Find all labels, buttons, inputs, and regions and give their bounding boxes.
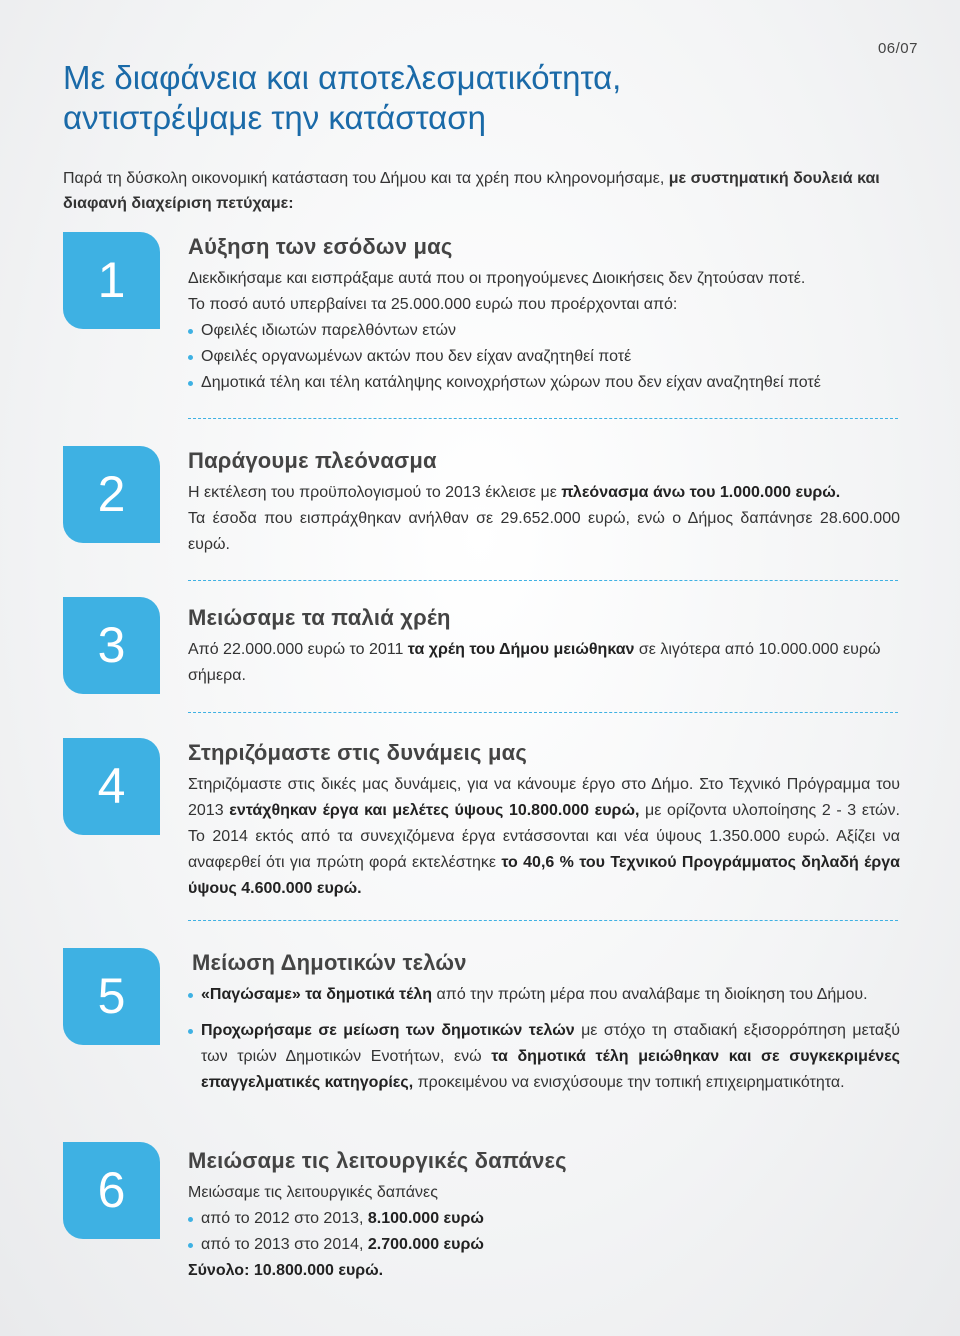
section-content (188, 232, 900, 396)
section-text: Τα έσοδα που εισπράχθηκαν ανήλθαν σε 29.652.000 ευρώ, ενώ ο Δήμος δαπάνησε 28.600.000 ευρώ. (188, 510, 900, 553)
section-text: Το ποσό αυτό υπερβαίνει τα 25.000.000 ευρώ που προέρχονται από: (188, 296, 678, 313)
text-run: από την πρώτη μέρα που αναλάβαμε τη διοίκηση του Δήμου. (432, 986, 868, 1003)
bullet-item: Οφειλές οργανωμένων ακτών που δεν είχαν αναζητηθεί ποτέ (188, 344, 900, 370)
section-content (188, 603, 900, 689)
section-heading: Αύξηση των εσόδων μας (188, 234, 453, 259)
section-number-badge: 3 (63, 597, 160, 694)
bullet-item (188, 982, 900, 1008)
section-divider (188, 920, 898, 921)
title-line-2: αντιστρέψαμε την κατάσταση (63, 99, 486, 136)
intro-text: Παρά τη δύσκολη οικονομική κατάσταση του Δήμου και τα χρέη που κληρονομήσαμε, (63, 170, 669, 187)
text-bold: εντάχθηκαν έργα και μελέτες ύψους 10.800.000 ευρώ, (229, 802, 640, 819)
text-run: Στηριζόμαστε στις δικές μας δυνάμεις, για να κάνουμε έργο στο Δήμο. Στο Τεχνικό Πρόγραμμα του 2013 (188, 776, 900, 819)
title-line-1: Με διαφάνεια και αποτελεσματικότητα, (63, 59, 622, 96)
text-bold: 8.100.000 ευρώ (367, 1210, 484, 1227)
section-heading: Μείωση Δημοτικών τελών (192, 950, 467, 975)
bullet-item: Οφειλές ιδιωτών παρελθόντων ετών (188, 318, 900, 344)
intro-paragraph (63, 166, 903, 216)
section-number-badge: 5 (63, 948, 160, 1045)
bullet-item: Δημοτικά τέλη και τέλη κατάληψης κοινοχρήστων χώρων που δεν είχαν αναζητηθεί ποτέ (188, 370, 900, 396)
section-number-badge: 4 (63, 738, 160, 835)
text-bold: το 40,6 % του Τεχνικού Προγράμματος δηλαδή έργα ύψους 4.600.000 ευρώ. (188, 854, 900, 897)
section-number-badge: 6 (63, 1142, 160, 1239)
section-content (188, 1146, 900, 1284)
bullet-item (188, 1018, 900, 1096)
page-number: 06/07 (877, 40, 918, 57)
section-number-badge: 2 (63, 446, 160, 543)
section-text: Διεκδικήσαμε και εισπράξαμε αυτά που οι προηγούμενες Διοικήσεις δεν ζητούσαν ποτέ. (188, 270, 806, 287)
text-bold: πλεόνασμα άνω του 1.000.000 ευρώ. (561, 484, 841, 501)
section-text: Μειώσαμε τις λειτουργικές δαπάνες (188, 1184, 438, 1201)
section-heading: Μειώσαμε τις λειτουργικές δαπάνες (188, 1148, 567, 1173)
text-run: Η εκτέλεση του προϋπολογισμού το 2013 έκλεισε με (188, 484, 562, 501)
text-run: προκειμένου να ενισχύσουμε την τοπική επιχειρηματικότητα. (413, 1074, 845, 1091)
text-run: από το 2012 στο 2013, (201, 1210, 368, 1227)
section-divider (188, 418, 898, 419)
text-run: από το 2013 στο 2014, (201, 1236, 368, 1253)
section-divider (188, 712, 898, 713)
section-heading: Στηριζόμαστε στις δυνάμεις μας (188, 740, 527, 765)
section-text (188, 637, 900, 689)
section-content (188, 738, 900, 902)
text-run: με στόχο τη σταδιακή εξισορρόπηση μεταξύ των τριών Δημοτικών Ενοτήτων, ενώ (201, 1022, 901, 1065)
section-heading: Παράγουμε πλεόνασμα (188, 448, 437, 473)
text-bold: Σύνολο: 10.800.000 ευρώ. (188, 1262, 384, 1279)
section-heading: Μειώσαμε τα παλιά χρέη (188, 605, 451, 630)
bullet-item (188, 1206, 900, 1232)
text-run: με ορίζοντα υλοποίησης 2 - 3 ετών. Το 2014 εκτός από τα συνεχιζόμενα έργα εντάσσονται και νέα ύψους 1.350.000 ευρώ. Αξίζει να αναφερθεί ότι για πρώτη φορά εκτελέστηκε (188, 802, 900, 871)
text-bold: 2.700.000 ευρώ (367, 1236, 484, 1253)
page-title (63, 58, 823, 138)
intro-bold: με συστηματική δουλειά και διαφανή διαχείριση πετύχαμε: (63, 170, 880, 212)
section-text (188, 480, 900, 506)
text-bold: τα χρέη του Δήμου μειώθηκαν (407, 641, 635, 658)
text-run: σε λιγότερα από 10.000.000 ευρώ σήμερα. (188, 641, 881, 684)
section-number-badge: 1 (63, 232, 160, 329)
section-content (188, 446, 900, 558)
section-divider (188, 580, 898, 581)
section-text (188, 772, 900, 902)
text-bold: «Παγώσαμε» τα δημοτικά τέλη (201, 986, 433, 1003)
text-bold: τα δημοτικά τέλη μειώθηκαν και σε συγκεκριμένες επαγγελματικές κατηγορίες, (201, 1048, 900, 1091)
text-run: Από 22.000.000 ευρώ το 2011 (188, 641, 408, 658)
text-bold: Προχωρήσαμε σε μείωση των δημοτικών τελών (201, 1022, 575, 1039)
bullet-item (188, 1232, 900, 1258)
section-content (188, 948, 900, 1096)
total-line (188, 1258, 900, 1284)
